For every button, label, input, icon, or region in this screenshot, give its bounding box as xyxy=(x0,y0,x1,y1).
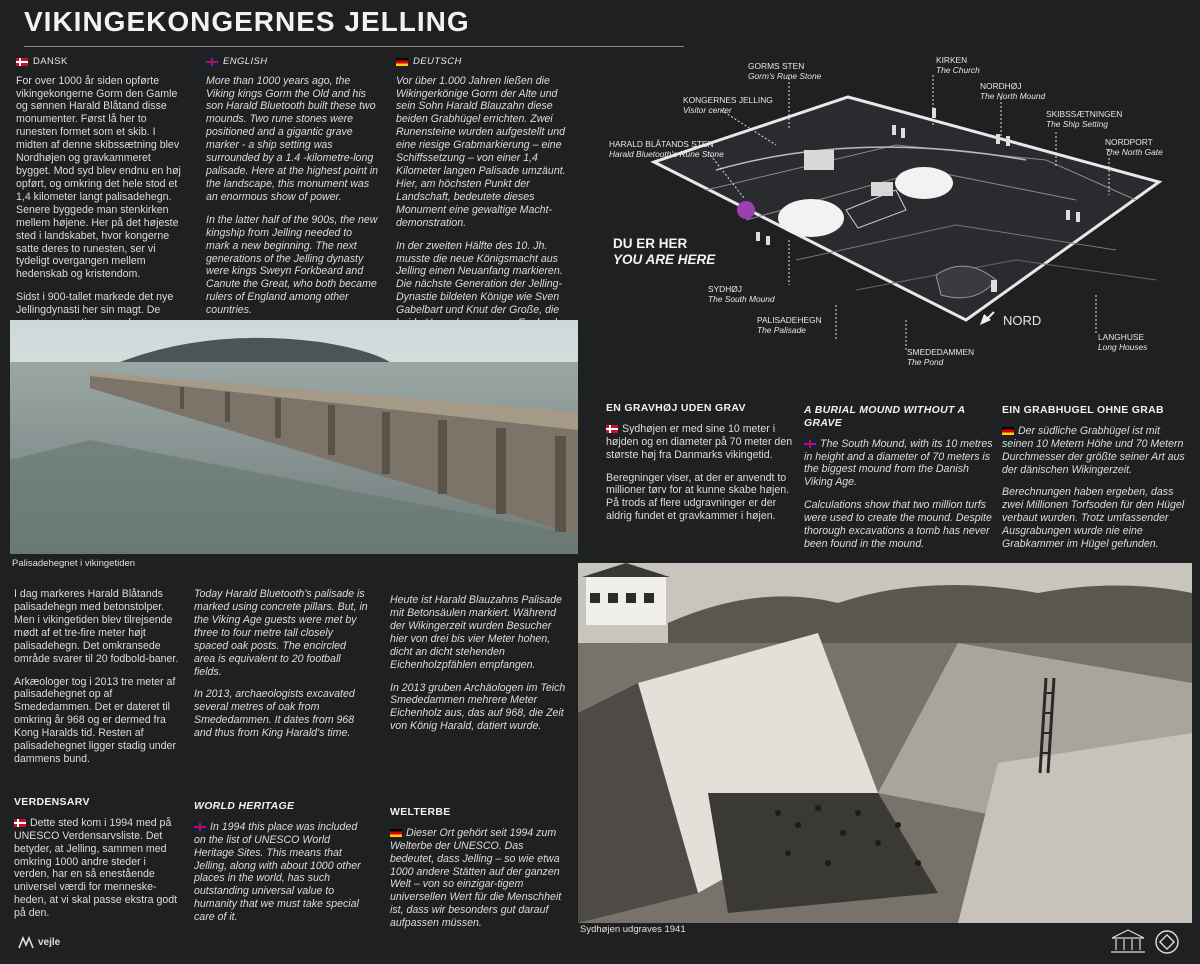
intro-de-p1: Vor über 1.000 Jahren ließen die Wikingerkönige Gorm der Alte und sein Sohn Harald Blauzahn diese beiden Grabhügel errichten. Zwei Runensteine wurden aufgestellt und eine riesige Grabmarkierung – eine Schiffssetzung – von einer 1,4 Kilometer langen Palisade umzäunt. Hier, am höchsten Punkt der Landschaft, bedeutete dieses Monument eine gewaltige Macht-demonstration. xyxy=(396,74,566,229)
mound-da-heading: EN GRAVHØJ UDEN GRAV xyxy=(606,402,746,414)
uk-flag-icon xyxy=(194,823,206,831)
title-divider xyxy=(24,46,684,47)
intro-en-p2: In the latter half of the 900s, the new kingship from Jelling needed to mark a new beginning. The next generations of the Jelling dynasty were kings Sweyn Forkbeard and Canute the Great, who both became rulers of England among other countries. xyxy=(206,213,378,317)
danish-flag-icon xyxy=(16,58,28,66)
excavation-caption: Sydhøjen udgraves 1941 xyxy=(580,924,686,935)
vejle-logo-icon xyxy=(18,935,34,949)
uk-flag-icon xyxy=(206,58,218,66)
vejle-logo-text: vejle xyxy=(38,936,61,948)
heritage-danish xyxy=(14,796,184,930)
intro-de-p2: In der zweiten Hälfte des 10. Jh. musste die neue Königsmacht aus Jelling einen Neuanfang markieren. Die nächste Generation der Jelling-Dynastie bildeten Könige wie Sven Gabelbart und Knut der Große, die xyxy=(396,239,563,317)
palisade-caption: Palisadehegnet i vikingetiden xyxy=(12,558,136,569)
danish-flag-icon xyxy=(14,819,26,827)
heritage-de-p1: Dieser Ort gehört seit 1994 zum Welterbe der UNESCO. Das bedeutet, dass Jelling – so wie etwa 1000 andere Stätten auf der ganzen Welt – von so einzigar-tigem universellen Wert für die Menschheit ist, dass wir besonders gut darauf aufpassen müssen. xyxy=(390,826,562,930)
label-harald-sten: HARALD BLÅTANDS STEN Harald Bluetooth's Rune Stone xyxy=(609,139,724,159)
lang-label: DEUTSCH xyxy=(413,56,462,67)
heritage-da-heading: VERDENSARV xyxy=(14,796,90,808)
palisade-english xyxy=(194,588,370,750)
vejle-logo xyxy=(18,935,60,949)
you-are-here-marker xyxy=(737,201,755,219)
german-flag-icon xyxy=(1002,427,1014,435)
mound-german xyxy=(1002,404,1192,561)
mound-en-p1: The South Mound, with its 10 metres in height and a diameter of 70 meters is the biggest mound from the Danish Viking Age. xyxy=(804,437,993,489)
north-label: NORD xyxy=(1003,313,1042,328)
label-gorms-sten: GORMS STEN Gorm's Rune Stone xyxy=(748,61,822,81)
intro-da-p1: For over 1000 år siden opførte vikingekongerne Gorm den Gamle og sønnen Harald Blåtand disse monumenter. Først lå her to runesten formet som et skib. I midten af denne skibssætning blev Nordhøjen og gravkammeret bygget. Mod syd blev endnu en høj opført, og omkring det hele stod et 1,4 kilometer langt palisadehegn. Senere byggede man stenkirken mellem højene. Her på det højeste sted i landskabet, hvor kongerne satte deres to runesten, ser vi tydeligt overgangen mellem hedenskab og kristendom. xyxy=(16,74,181,281)
label-nordport: NORDPORT The North Gate xyxy=(1105,137,1163,157)
palisade-da-p1: I dag markeres Harald Blåtands palisadehegn med betonstolper. Men i vikingetiden blev tilrejsende mødt af et tre-fire meter højt palisadehegn. Det omkransede område svarer til 20 fodbold-baner. xyxy=(14,588,179,665)
label-nordhoj: NORDHØJ The North Mound xyxy=(980,81,1046,101)
label-skibssaetningen: SKIBSSÆTNINGEN The Ship Setting xyxy=(1046,109,1123,129)
intro-german xyxy=(396,56,566,353)
mound-da-p1: Sydhøjen er med sine 10 meter i højden og en diameter på 70 meter den største høj fra Danmarks vikingetid. xyxy=(606,422,793,461)
label-palisadehegn: PALISADEHEGN The Palisade xyxy=(757,315,822,335)
uk-flag-icon xyxy=(804,440,816,448)
mound-de-heading: EIN GRABHUGEL OHNE GRAB xyxy=(1002,404,1164,416)
german-flag-icon xyxy=(396,58,408,66)
intro-en-p1: More than 1000 years ago, the Viking kings Gorm the Old and his son Harald Bluetooth built these two mounds. Two rune stones were positioned and a gigantic grave marker - a ship setting was surrounded by a 1.4 -kilometre-long palisade. Here at the highest point in the landscape, this monument was an enormous show of power. xyxy=(206,74,378,203)
palisade-german xyxy=(390,594,570,743)
mound-en-p2: Calculations show that two million turfs were used to create the mound. Despite thorough excavations a tomb has never been found in the mound. xyxy=(804,499,992,551)
heritage-en-p1: In 1994 this place was included on the list of UNESCO World Heritage Sites. This means that Jelling, along with about 1000 other places in the world, has such outstanding universal value to humanity that we must take special care of it. xyxy=(194,820,361,924)
mound-danish xyxy=(606,402,794,533)
world-heritage-emblem-icon xyxy=(1154,929,1180,955)
heritage-en-heading: WORLD HERITAGE xyxy=(194,800,295,812)
heritage-german xyxy=(390,806,570,940)
mound-english xyxy=(804,404,994,561)
palisade-de-p2: In 2013 gruben Archäologen im Teich Smededammen mehrere Meter Eichenholz aus, das auf 968, die Zeit von König Harald, datiert wurde. xyxy=(390,681,566,733)
danish-flag-icon xyxy=(606,425,618,433)
mound-da-p2: Beregninger viser, at der er anvendt to millioner tørv for at kunne skabe højen. På trods af flere udgravninger er der aldrig fundet et gravkammer i højen. xyxy=(606,471,790,523)
lang-label: DANSK xyxy=(33,56,68,67)
palisade-de-p1: Heute ist Harald Blauzahns Palisade mit Betonsäulen markiert. Während der Wikingerzeit wurden Besucher hier von drei bis vier Meter hohen, dicht an dicht stehenden Eichenholzpfählen empfangen. xyxy=(390,594,562,671)
mound-de-p2: Berechnungen haben ergeben, dass zwei Millionen Torfsoden für den Hügel verbaut wurden. Trotz umfassender Ausgrabungen wurde nie eine Grabkammer im Hügel gefunden. xyxy=(1002,486,1185,551)
heritage-da-p1: Dette sted kom i 1994 med på UNESCO Verdensarvsliste. Det betyder, at Jelling, sammen med omkring 1000 andre steder i verden, har en så enestående universel værdi for menneske-heden, at vi skal passe ekstra godt på den. xyxy=(14,816,178,920)
palisade-da-p2: Arkæologer tog i 2013 tre meter af palisadehegnet op af Smededammen. Det er dateret til omkring år 968 og er dermed fra Kong Haralds tid. Resten af palisadehegnet ligger stadig under dammens bund. xyxy=(14,675,176,766)
you-are-here-label: DU ER HER YOU ARE HERE xyxy=(613,236,716,267)
palisade-en-p2: In 2013, archaeologists excavated several metres of oak from Smededammen. It dates from 968 and thus from King Harald's time. xyxy=(194,688,355,740)
label-kirken: KIRKEN The Church xyxy=(936,55,980,75)
heritage-de-heading: WELTERBE xyxy=(390,806,451,818)
intro-english xyxy=(206,56,378,327)
label-sydhoj: SYDHØJ The South Mound xyxy=(708,284,775,304)
page-title: VIKINGEKONGERNES JELLING xyxy=(24,6,470,37)
label-kongernes-jelling: KONGERNES JELLING Visitor center xyxy=(683,95,773,115)
mound-de-p1: Der südliche Grabhügel ist mit seinen 10 Metern Höhe und 70 Metern Durchmesser der größte seiner Art aus der dänischen Wikingerzeit. xyxy=(1002,424,1185,476)
north-arrow-icon xyxy=(980,312,994,325)
excavation-photo xyxy=(578,563,1192,923)
german-flag-icon xyxy=(390,829,402,837)
heritage-english xyxy=(194,800,370,934)
unesco-emblems xyxy=(1108,928,1180,956)
label-smededammen: SMEDEDAMMEN The Pond xyxy=(907,347,975,367)
lang-label: ENGLISH xyxy=(223,56,268,67)
palisade-illustration xyxy=(10,320,578,554)
unesco-temple-icon xyxy=(1108,928,1148,956)
palisade-danish xyxy=(14,588,184,776)
mound-en-heading: A BURIAL MOUND WITHOUT A GRAVE xyxy=(804,404,965,429)
intro-da-p2: Sidst i 900-tallet markede det nye Jellingdynasti her sin magt. De xyxy=(16,291,174,317)
label-langhuse: LANGHUSE Long Houses xyxy=(1098,332,1148,352)
palisade-en-p1: Today Harald Bluetooth's palisade is marked using concrete pillars. But, in the Viking Age guests were met by three to four metre tall closely spaced oak posts. The encircled area is equivalent to 20 football fields. xyxy=(194,588,368,678)
